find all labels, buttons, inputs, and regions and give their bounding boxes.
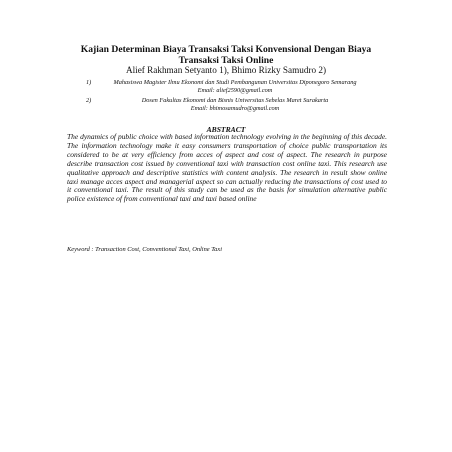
affiliation-1 xyxy=(80,79,390,95)
affiliation-number: 2) xyxy=(86,97,92,104)
abstract-heading: ABSTRACT xyxy=(206,125,246,134)
paper-title-line-2: Transaksi Taksi Online xyxy=(178,55,274,66)
affiliation-institution: Dosen Fakultas Ekonomi dan Bisnis Universitas Sebelas Maret Surakarta xyxy=(141,97,329,104)
affiliation-email: Email: alief2590@gmail.com xyxy=(197,87,273,94)
affiliation-2 xyxy=(80,97,390,113)
affiliation-institution: Mahasiswa Magister Ilmu Ekonomi dan Studi Pembangunan Universitas Diponegoro Semarang xyxy=(113,79,357,86)
keywords: Keyword : Transaction Cost, Conventional Taxi, Online Taxi xyxy=(67,246,222,253)
abstract-body: The dynamics of public choice with based information technology evolving in the beginning of this decade. The information technology make it easy consumers transportation of choice public transportation its considered to be at very efficiency from acces of aspect and cost of aspect. The research in purpose describe transaction cost issued by conventional taxi with transaction cost online taxi. This research use qualitative approach and descriptive statistics with content analysis. The research in result show online taxi manage acces aspect and managerial aspect so can actually reducing the transactions of cost used to it conventional taxi. The result of this study can be used as the basis for simulation alternative public police existence of from conventional taxi and taxi based online xyxy=(67,132,387,204)
affiliation-email: Email: bhimosamudro@gmail.com xyxy=(190,105,280,112)
author-list: Alief Rakhman Setyanto 1), Bhimo Rizky Samudro 2) xyxy=(125,65,327,75)
affiliation-number: 1) xyxy=(86,79,92,86)
paper-title-line-1: Kajian Determinan Biaya Transaksi Taksi Konvensional Dengan Biaya xyxy=(80,44,372,55)
